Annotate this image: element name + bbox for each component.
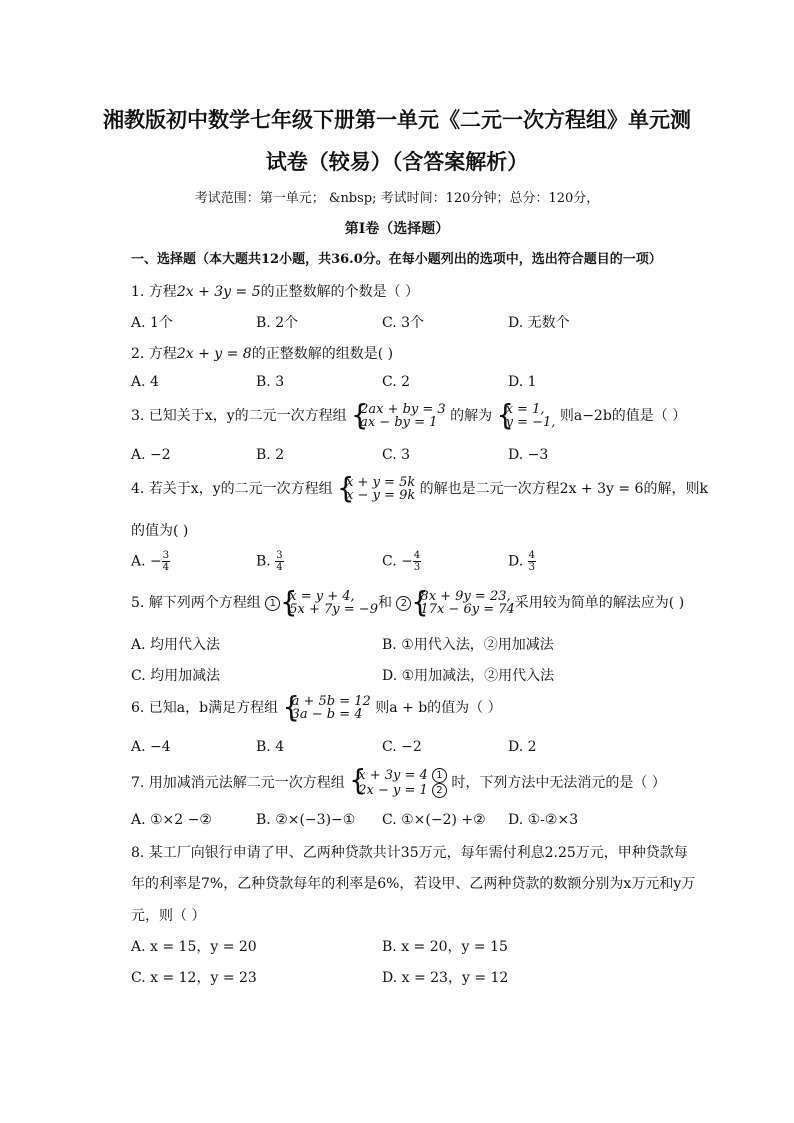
question-8-line3: 元，则（ ） (131, 908, 206, 924)
document-title-line1: 湘教版初中数学七年级下册第一单元《二元一次方程组》单元测 (103, 107, 691, 132)
q6-option-a[interactable]: A. −4 (131, 739, 171, 755)
section-description: 一、选择题（本大题共12小题，共36.0分。在每小题列出的选项中，选出符合题目的一项） (131, 252, 662, 267)
circled-two-icon: 2 (432, 783, 447, 798)
q8-option-c[interactable]: C. x = 12，y = 23 (131, 970, 257, 986)
question-3: 3. 已知关于x，y的二元一次方程组 { 2ax + by = 3 ax − by = 1 的解为 { x = 1, y = −1, 则a−2b的值是（ ） (131, 399, 687, 432)
question-8-line2: 年的利率是7%，乙种贷款每年的利率是6%，若设甲、乙两种贷款的数额分别为x万元和y万 (131, 876, 696, 892)
q1-option-d[interactable]: D. 无数个 (508, 315, 570, 331)
q1-option-c[interactable]: C. 3个 (382, 315, 425, 331)
circled-two-icon: 2 (396, 596, 411, 611)
q7-option-a[interactable]: A. ①×2 −② (131, 812, 212, 828)
document-title-line2: 试卷（较易）（含答案解析） (265, 149, 529, 174)
q8-option-d[interactable]: D. x = 23，y = 12 (382, 970, 509, 986)
question-1: 1. 方程2x + 3y = 5的正整数解的个数是（ ） (131, 284, 420, 300)
q5-option-b[interactable]: B. ①用代入法，②用加减法 (382, 637, 554, 653)
q4-option-c[interactable]: C. − $\frac{4}{3}$ (382, 550, 421, 573)
q8-option-a[interactable]: A. x = 15，y = 20 (131, 939, 257, 955)
q2-option-c[interactable]: C. 2 (382, 374, 411, 390)
q7-option-d[interactable]: D. ①-②×3 (508, 812, 579, 828)
question-6: 6. 已知a，b满足方程组 { a + 5b = 12 3a − b = 4 则a + b的值为（ ） (131, 691, 502, 724)
q5-option-c[interactable]: C. 均用加减法 (131, 668, 221, 684)
q2-option-a[interactable]: A. 4 (131, 374, 159, 390)
q7-option-c[interactable]: C. ①×(−2) +② (382, 812, 486, 828)
circled-one-icon: 1 (432, 768, 447, 783)
solution-system: { x = 1, y = −1, (496, 399, 556, 432)
section-title: 第I卷（选择题） (344, 221, 450, 237)
q6-option-b[interactable]: B. 4 (256, 739, 285, 755)
circled-one-icon: 1 (265, 596, 280, 611)
q6-option-d[interactable]: D. 2 (508, 739, 537, 755)
q8-option-b[interactable]: B. x = 20，y = 15 (382, 939, 508, 955)
question-4-line2: 的值为( ) (131, 523, 189, 539)
equation-system: { 2ax + by = 3 ax − by = 1 (351, 399, 446, 432)
equation-system-2: { 8x + 9y = 23, 17x − 6y = 74 (411, 586, 515, 619)
equation-system-1: { x = y + 4, 5x + 7y = −9 (280, 586, 378, 619)
equation-system: { x + y = 5k x − y = 9k (337, 472, 416, 505)
q1-option-b[interactable]: B. 2个 (256, 315, 299, 331)
q3-option-c[interactable]: C. 3 (382, 447, 411, 463)
q6-option-c[interactable]: C. −2 (382, 739, 422, 755)
q7-option-b[interactable]: B. ②×(−3)−① (256, 812, 356, 828)
q5-option-a[interactable]: A. 均用代入法 (131, 637, 221, 653)
q4-option-a[interactable]: A. − $\frac{3}{4}$ (131, 550, 170, 573)
q3-option-b[interactable]: B. 2 (256, 447, 285, 463)
q4-option-d[interactable]: D. $\frac{4}{3}$ (508, 550, 536, 573)
q2-option-d[interactable]: D. 1 (508, 374, 537, 390)
q3-option-a[interactable]: A. −2 (131, 447, 171, 463)
equation-system: { a + 5b = 12 3a − b = 4 (282, 691, 371, 724)
question-4: 4. 若关于x，y的二元一次方程组 { x + y = 5k x − y = 9k 的解也是二元一次方程2x + 3y = 6的解，则k (131, 472, 708, 505)
q4-option-b[interactable]: B. $\frac{3}{4}$ (256, 550, 283, 573)
q5-option-d[interactable]: D. ①用加减法，②用代入法 (382, 668, 555, 684)
question-2: 2. 方程2x + y = 8的正整数解的组数是( ) (131, 346, 394, 362)
question-5: 5. 解下列两个方程组 1 { x = y + 4, 5x + 7y = −9 和 2 { 8x + 9y = 23, 17x − 6y = 74 采用较为简单的解法应为( ) (131, 586, 685, 619)
exam-meta: 考试范围：第一单元； &nbsp; 考试时间：120分钟；总分：120分， (194, 191, 600, 206)
question-7: 7. 用加减消元法解二元一次方程组 { x + 3y = 4 1 2x − y = 1 2 时，下列方法中无法消元的是（ ） (131, 764, 666, 798)
q3-option-d[interactable]: D. −3 (508, 447, 549, 463)
question-8-line1: 8. 某工厂向银行申请了甲、乙两种贷款共计35万元，每年需付利息2.25万元，甲种贷款每 (131, 845, 688, 861)
q1-option-a[interactable]: A. 1个 (131, 315, 173, 331)
q2-option-b[interactable]: B. 3 (256, 374, 285, 390)
equation-system: { x + 3y = 4 1 2x − y = 1 2 (349, 768, 447, 798)
